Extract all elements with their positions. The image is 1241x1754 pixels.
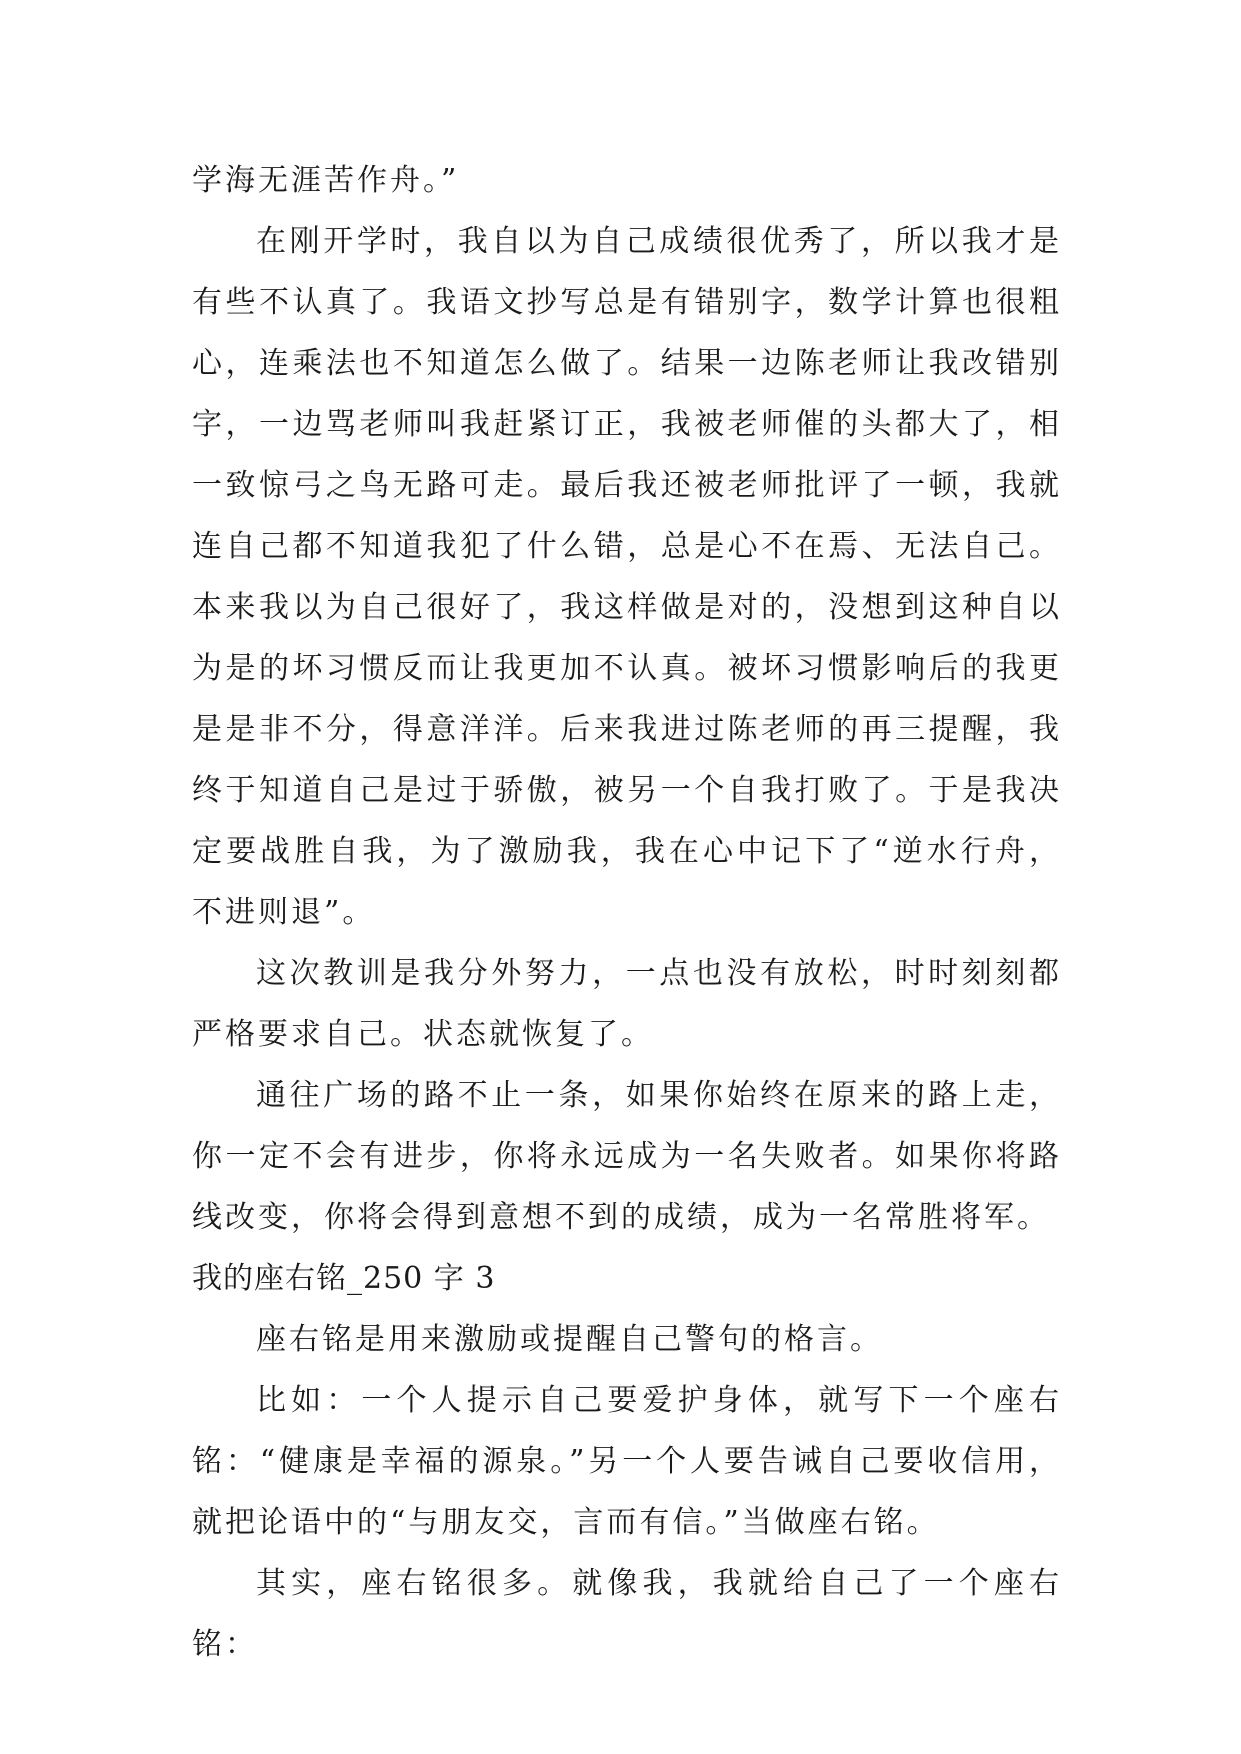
document-body: [192, 150, 1062, 1675]
paragraph-road-to-square: 通往广场的路不止一条，如果你始终在原来的路上走，你一定不会有进步，你将永远成为一名失败者。如果你将路线改变，你将会得到意想不到的成绩，成为一名常胜将军。: [192, 1078, 1062, 1235]
paragraph-continuation: 学海无涯苦作舟。”: [192, 163, 460, 198]
section-heading: 我的座右铭_250 字 3: [192, 1261, 496, 1296]
paragraph-school-start: 在刚开学时，我自以为自己成绩很优秀了，所以我才是有些不认真了。我语文抄写总是有错别字，数学计算也很粗心，连乘法也不知道怎么做了。结果一边陈老师让我改错别字，一边骂老师叫我赶紧订正，我被老师催的头都大了，相一致惊弓之鸟无路可走。最后我还被老师批评了一顿，我就连自己都不知道我犯了什么错，总是心不在焉、无法自己。本来我以为自己很好了，我这样做是对的，没想到这种自以为是的坏习惯反而让我更加不认真。被坏习惯影响后的我更是是非不分，得意洋洋。后来我进过陈老师的再三提醒，我终于知道自己是过于骄傲，被另一个自我打败了。于是我决定要战胜自我，为了激励我，我在心中记下了“逆水行舟，不进则退”。: [192, 224, 1062, 930]
paragraph-lesson: 这次教训是我分外努力，一点也没有放松，时时刻刻都严格要求自己。状态就恢复了。: [192, 956, 1062, 1052]
paragraph-motto-definition: 座右铭是用来激励或提醒自己警句的格言。: [256, 1322, 883, 1357]
paragraph-motto-examples: 比如：一个人提示自己要爱护身体，就写下一个座右铭：“健康是幸福的源泉。”另一个人要告诫自己要收信用，就把论语中的“与朋友交，言而有信。”当做座右铭。: [192, 1383, 1062, 1540]
paragraph-my-motto: 其实，座右铭很多。就像我，我就给自己了一个座右铭：: [192, 1566, 1062, 1662]
